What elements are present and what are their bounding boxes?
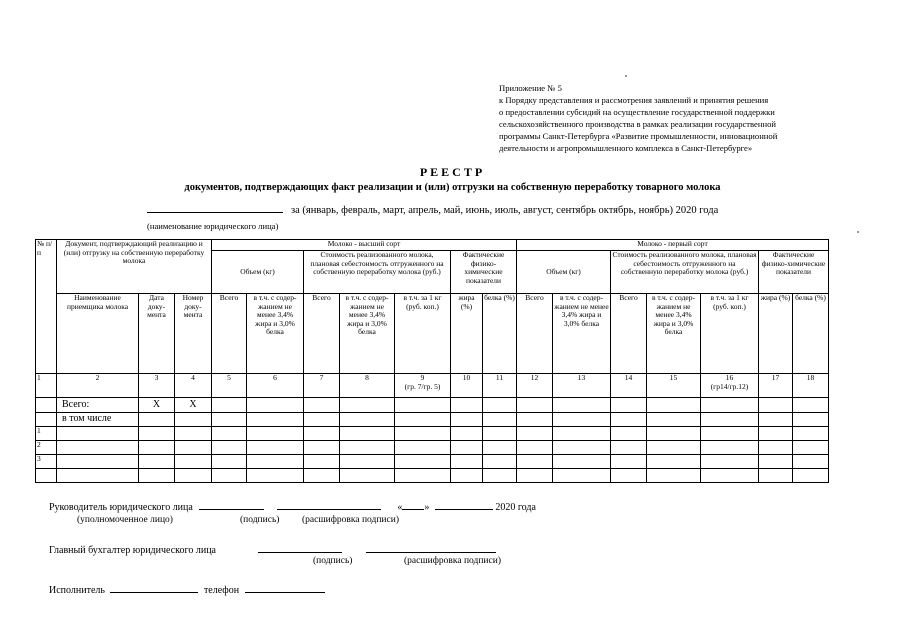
row-total-x: Х [175,398,212,413]
appendix-line: программы Санкт-Петербурга «Развитие промышленности, инновационной [499,131,778,142]
date-close-quote: » [424,502,430,513]
header-total: Всего [212,294,247,374]
col-number: 5 [212,374,247,398]
decode-hint: (расшифровка подписи) [404,556,501,566]
table-cell[interactable] [139,413,175,427]
table-cell[interactable] [212,413,247,427]
table-cell[interactable] [553,427,611,441]
appendix-line: деятельности и агропромышленного комплекса в Санкт-Петербурге» [499,143,753,154]
table-cell[interactable] [175,441,212,455]
table-cell[interactable] [57,427,139,441]
table-cell[interactable] [175,469,212,483]
table-cell[interactable] [304,427,340,441]
table-cell[interactable] [483,455,517,469]
scan-speck [625,75,627,77]
header-protein: белка (%) [483,294,517,374]
table-cell[interactable] [304,413,340,427]
head-signature-line [49,500,536,513]
table-cell[interactable] [793,413,829,427]
entity-hint: (наименование юридического лица) [147,221,279,231]
table-cell[interactable] [304,455,340,469]
table-cell[interactable] [517,469,553,483]
table-cell[interactable] [647,413,701,427]
table-cell[interactable] [611,427,647,441]
table-cell[interactable] [517,413,553,427]
table-cell[interactable] [395,469,451,483]
executor-name-blank[interactable] [110,583,198,593]
col-number: 8 [340,374,395,398]
table-cell[interactable] [139,469,175,483]
table-cell[interactable] [759,427,793,441]
table-cell[interactable] [340,455,395,469]
date-month-blank[interactable] [435,500,493,510]
header-buyer: Наименование приемщика молока [57,294,139,374]
table-cell[interactable] [340,427,395,441]
table-cell[interactable] [395,398,451,413]
entity-name-blank[interactable] [147,204,283,213]
col-number: 10 [451,374,483,398]
table-cell[interactable] [611,441,647,455]
head-signature-blank[interactable] [199,500,264,510]
table-cell[interactable] [451,427,483,441]
table-cell[interactable] [247,427,304,441]
header-first-grade: Молоко - первый сорт [517,240,829,251]
formula-9: (гр. 7/гр. 5) [404,381,441,391]
table-cell[interactable] [611,398,647,413]
col-number: 3 [139,374,175,398]
period-line [147,204,718,216]
table-cell[interactable] [340,441,395,455]
table-cell[interactable] [483,427,517,441]
date-year: 2020 года [495,502,536,513]
head-decode-blank[interactable] [277,500,381,510]
table-cell[interactable] [483,398,517,413]
table-cell[interactable] [701,427,759,441]
table-cell[interactable] [212,441,247,455]
head-label: Руководитель юридического лица [49,502,193,513]
table-cell[interactable] [517,455,553,469]
row-total-label: Всего: [57,398,139,413]
table-cell[interactable] [57,455,139,469]
table-cell[interactable] [175,455,212,469]
table-cell[interactable] [247,455,304,469]
row-number: 3 [36,455,57,469]
table-cell[interactable] [340,469,395,483]
table-cell[interactable] [451,455,483,469]
table-cell[interactable] [247,413,304,427]
header-protein: белка (%) [793,294,829,374]
header-top-grade: Молоко - высший сорт [212,240,517,251]
signature-hint: (подпись) [313,556,353,566]
table-cell[interactable] [451,469,483,483]
table-cell[interactable] [759,398,793,413]
table-cell[interactable] [647,441,701,455]
header-total: Всего [304,294,340,374]
table-row [36,469,829,483]
table-cell[interactable] [175,413,212,427]
col-number: 11 [483,374,517,398]
accountant-decode-blank[interactable] [366,543,496,553]
table-cell[interactable] [451,441,483,455]
table-cell[interactable] [57,469,139,483]
table-cell[interactable] [793,427,829,441]
header-volume-incl: в т.ч. с содер-жанием не менее 3,4% жира и 3,0% белка [553,294,611,374]
table-cell[interactable] [247,441,304,455]
table-cell[interactable] [340,398,395,413]
table-cell[interactable] [793,441,829,455]
scan-speck [857,231,859,233]
table-row [36,455,829,469]
table-cell[interactable] [759,469,793,483]
appendix-line: Приложение № 5 [499,83,562,93]
col-number: 15 [647,374,701,398]
accountant-signature-line [49,543,496,556]
table-cell[interactable] [483,413,517,427]
table-cell[interactable] [701,469,759,483]
header-cost-incl: в т.ч. с содер-жанием не менее 3,4% жира и 3,0% белка [340,294,395,374]
table-cell[interactable] [553,413,611,427]
accountant-signature-blank[interactable] [258,543,342,553]
col-number: 13 [553,374,611,398]
header-cost: Стоимость реализованного молока, плановая себестоимость отгруженного на собственную переработку молока (руб.) [304,251,451,294]
table-cell[interactable] [451,413,483,427]
table-cell[interactable] [247,398,304,413]
header-per-kg: в т.ч. за 1 кг (руб. коп.) [701,294,759,374]
table-cell[interactable] [139,441,175,455]
header-fat: жира (%) [759,294,793,374]
col-number-formula [701,374,759,398]
table-cell[interactable] [553,398,611,413]
table-cell[interactable] [759,455,793,469]
table-row-total [36,398,829,413]
row-incl-label: в том числе [57,413,139,427]
table-cell[interactable] [517,441,553,455]
header-document: Документ, подтверждающий реализацию и (или) отгрузку на собственную переработку молока [57,240,212,294]
table-cell[interactable] [451,398,483,413]
table-cell[interactable] [793,455,829,469]
table-cell[interactable] [759,413,793,427]
col-number: 14 [611,374,647,398]
header-total: Всего [611,294,647,374]
col-number: 2 [57,374,139,398]
period-text: за (январь, февраль, март, апрель, май, июнь, июль, август, сентябрь октябрь, ноябрь) 2020 года [291,205,719,216]
col-number: 12 [517,374,553,398]
appendix-line: к Порядку представления и рассмотрения заявлений и принятия решения [499,95,769,106]
table-cell[interactable] [304,398,340,413]
table-cell[interactable] [701,441,759,455]
table-cell[interactable] [647,455,701,469]
table-cell[interactable] [395,413,451,427]
date-day-blank[interactable] [402,500,424,510]
col-number: 17 [759,374,793,398]
header-date: Дата доку-мента [139,294,175,374]
appendix-line: сельскохозяйственного производства в рамках реализации государственной [499,119,776,130]
row-number: 2 [36,441,57,455]
table-cell[interactable] [793,398,829,413]
table-cell[interactable] [340,413,395,427]
phone-label: телефон [203,585,240,596]
table-cell[interactable] [212,455,247,469]
document-subtitle: документов, подтверждающих факт реализации и (или) отгрузки на собственную переработку товарного молока [184,182,721,193]
header-volume-incl: в т.ч. с содер-жанием не менее 3,4% жира и 3,0% белка [247,294,304,374]
table-cell[interactable] [304,469,340,483]
col-number: 6 [247,374,304,398]
header-total: Всего [517,294,553,374]
table-cell[interactable] [175,427,212,441]
appendix-block [499,82,899,155]
table-cell[interactable] [517,427,553,441]
col-number-formula [395,374,451,398]
executor-line [49,583,325,596]
table-row [36,427,829,441]
appendix-line: о предоставлении субсидий на осуществление государственной поддержки [499,107,775,118]
table-cell[interactable] [395,441,451,455]
header-number: № п/п [36,240,57,374]
document-title: РЕЕСТР [419,165,486,179]
header-per-kg: в т.ч. за 1 кг (руб. коп.) [395,294,451,374]
table-cell[interactable] [212,469,247,483]
header-cost-incl: в т.ч. с содер-жанием не менее 3,4% жира и 3,0% белка [647,294,701,374]
col-number: 9 [420,373,425,382]
table-cell[interactable] [212,427,247,441]
header-volume: Объем (кг) [517,251,611,294]
header-cost: Стоимость реализованного молока, плановая себестоимость отгруженного на собственную переработку молока (руб.) [611,251,759,294]
table-cell[interactable] [36,398,57,413]
col-number: 1 [36,374,57,398]
header-phys: Фактические физико-химические показатели [451,251,517,294]
table-cell[interactable] [517,398,553,413]
table-cell[interactable] [701,413,759,427]
table-cell[interactable] [139,455,175,469]
formula-16: (гр14/гр.12) [710,381,749,391]
date-open-quote: « [397,502,403,513]
table-cell[interactable] [36,413,57,427]
header-volume: Объем (кг) [212,251,304,294]
table-cell[interactable] [647,398,701,413]
col-number: 7 [304,374,340,398]
table-cell[interactable] [36,469,57,483]
table-cell[interactable] [247,469,304,483]
table-cell[interactable] [553,441,611,455]
table-cell[interactable] [212,398,247,413]
table-cell[interactable] [139,427,175,441]
table-cell[interactable] [553,455,611,469]
table-cell[interactable] [395,427,451,441]
table-cell[interactable] [701,398,759,413]
table-cell[interactable] [483,441,517,455]
table-cell[interactable] [759,441,793,455]
row-total-x: Х [139,398,175,413]
register-table [35,239,829,483]
executor-label: Исполнитель [49,585,105,596]
header-phys: Фактические физико-химические показатели [759,251,829,294]
head-sub: (уполномоченное лицо) [77,515,173,525]
header-fat: жира (%) [451,294,483,374]
row-number: 1 [36,427,57,441]
table-cell[interactable] [611,455,647,469]
table-cell[interactable] [395,455,451,469]
accountant-label: Главный бухгалтер юридического лица [49,545,216,556]
table-cell[interactable] [611,413,647,427]
table-cell[interactable] [57,441,139,455]
table-cell[interactable] [553,469,611,483]
table-cell[interactable] [304,441,340,455]
table-row-incl [36,413,829,427]
col-number: 4 [175,374,212,398]
col-number: 16 [725,373,734,382]
header-docnum: Номер доку-мента [175,294,212,374]
table-row [36,441,829,455]
decode-hint: (расшифровка подписи) [302,515,399,525]
phone-blank[interactable] [245,583,325,593]
table-cell[interactable] [701,455,759,469]
table-cell[interactable] [611,469,647,483]
col-number: 18 [793,374,829,398]
table-cell[interactable] [647,469,701,483]
signature-hint: (подпись) [240,515,280,525]
table-cell[interactable] [483,469,517,483]
table-cell[interactable] [647,427,701,441]
table-cell[interactable] [793,469,829,483]
